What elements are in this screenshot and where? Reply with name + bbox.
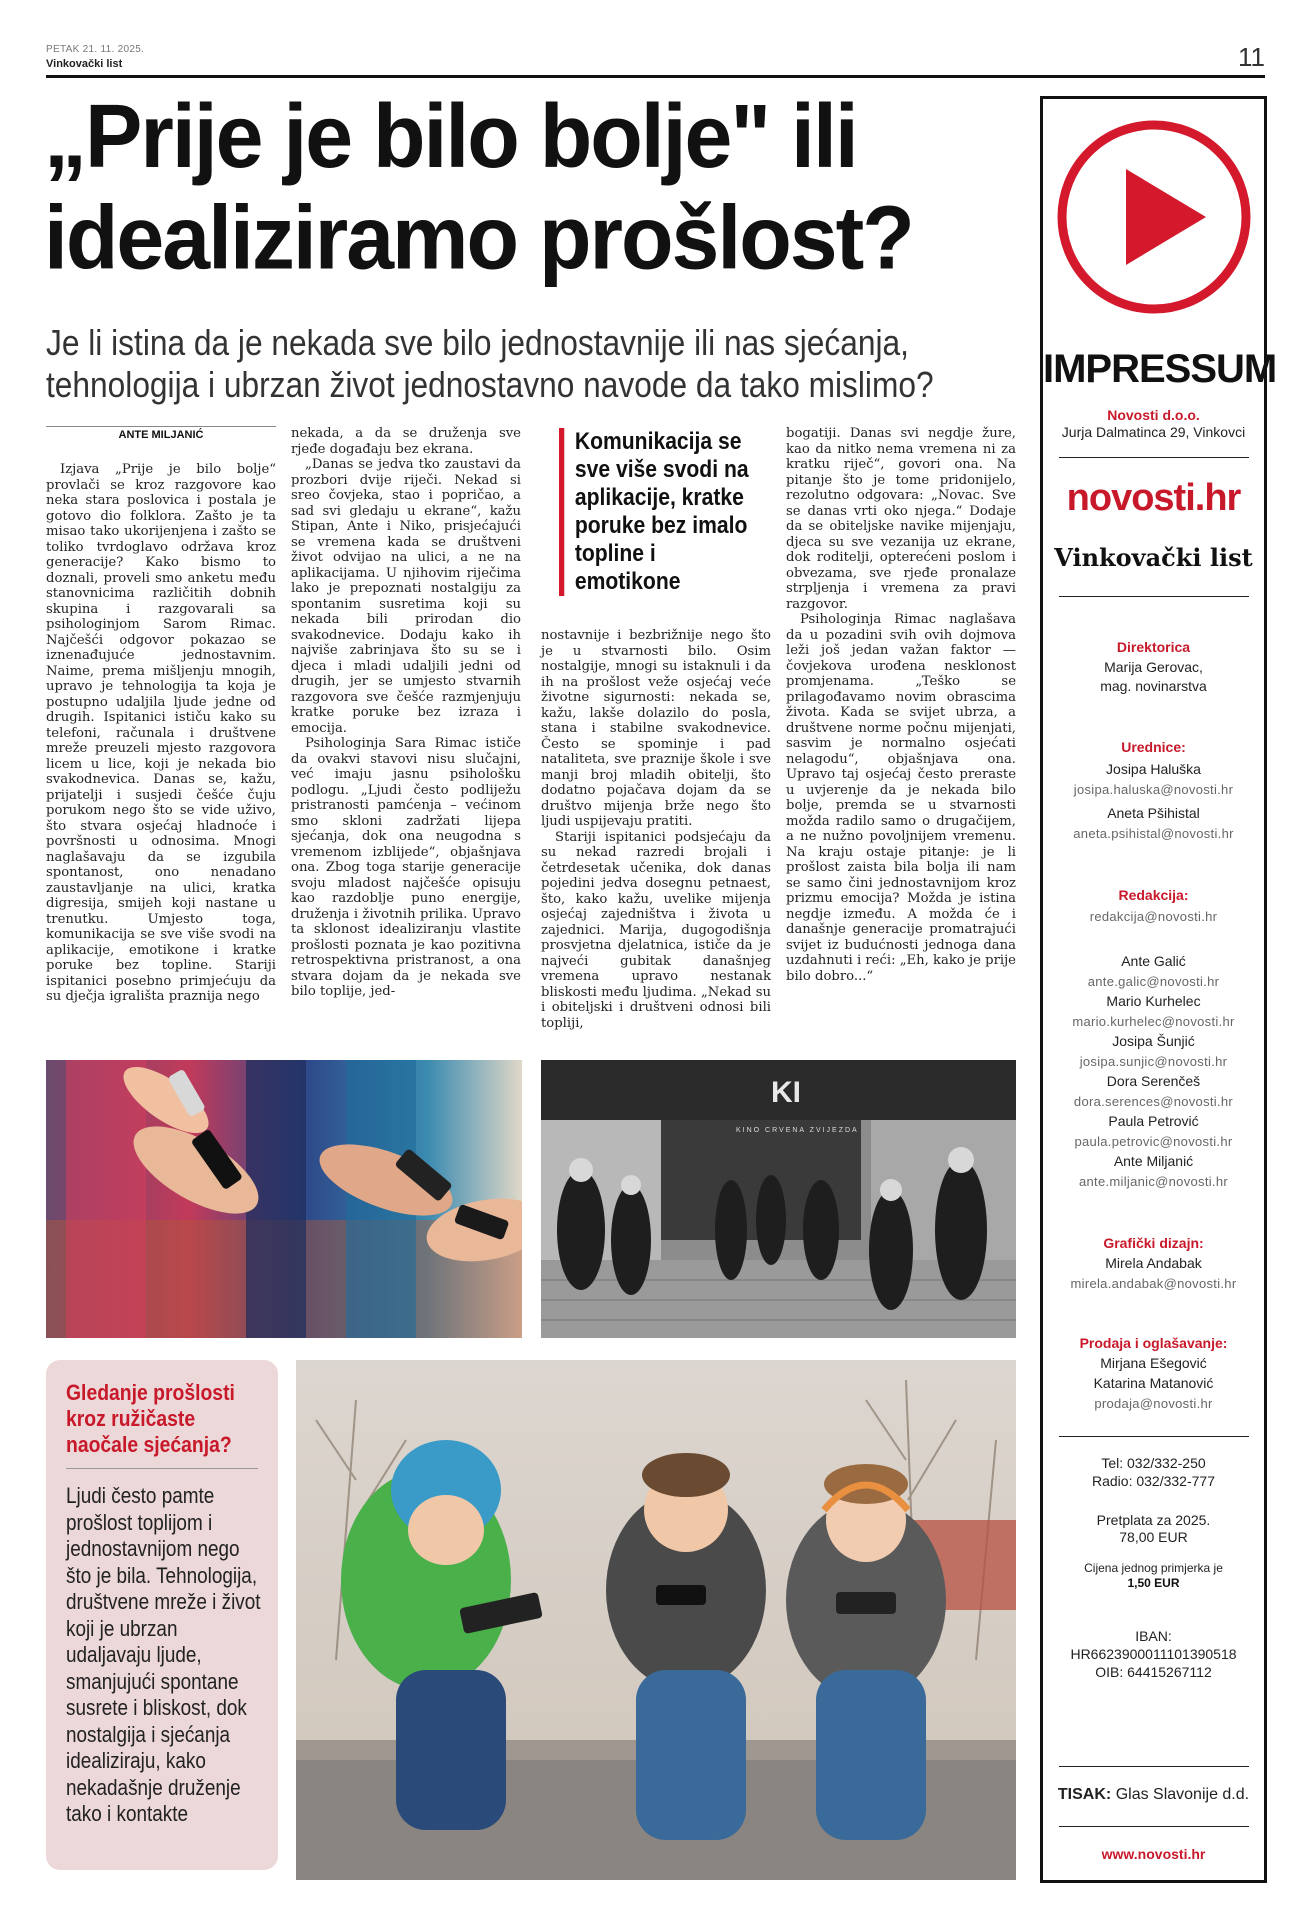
staff-email[interactable]: mario.kurhelec@novosti.hr xyxy=(1072,1014,1235,1029)
subscription-label: Pretplata za 2025. xyxy=(1096,1512,1211,1528)
sales-name: Katarina Matanović xyxy=(1093,1375,1214,1391)
staff-name: Josipa Šunjić xyxy=(1112,1033,1195,1049)
article-column-3 xyxy=(541,628,771,1031)
photo-phones xyxy=(46,1060,522,1338)
paragraph: Izjava „Prije je bilo bolje“ provlači se kroz razgovore kao neka stara poslovica i postala je gotovo dio folklora. Zašto je ta misao tako ukorijenjena i zašto se toliko tvrdoglavo održava kroz generacije? Kako bismo to doznali, proveli smo anketu među stanovnicima različitih dobnih skupina i razgovarali sa psihologinjom Sarom Rimac. Najčešći odgovor pokazao se iznenađujuće jednostavnim. Naime, prema mišljenju mnogih, upravo je tehnologija ta koja je postupno udaljila ljude jedne od drugih. Ispitanici ističu kako su telefoni, računala i društvene mreže preuzeli mjesto razgovora licem u lice, koji je nekada bio svakodnevica. Danas se, kažu, prijatelji i susjedi češće čuju porukom nego što se vide uživo, što stvara osjećaj hladnoće i površnosti u odnosima. Mnogi naglašavaju da se izgubila spontanost, ono nenadano zaustavljanje na ulici, kratka digresija, smijeh koji nastane u trenutku. Umjesto toga, komunikacija se sve više svodi na aplikacije, emotikone i kratke poruke bez topline. Stariji ispitanici posebno primjećuju da su dječja igrališta praznija nego xyxy=(46,462,276,1004)
website-link[interactable]: www.novosti.hr xyxy=(1101,1846,1206,1862)
byline: ANTE MILJANIĆ xyxy=(118,429,204,441)
cinema-image xyxy=(541,1060,1016,1338)
subscription-price: 78,00 EUR xyxy=(1119,1529,1188,1545)
copy-price: 1,50 EUR xyxy=(1127,1576,1180,1590)
editors-label: Urednice: xyxy=(1121,739,1186,755)
sidebar-box-rule xyxy=(66,1468,258,1469)
sales-name: Mirjana Ešegović xyxy=(1100,1355,1207,1371)
design-label: Grafički dizajn: xyxy=(1103,1235,1204,1251)
staff-email[interactable]: josipa.sunjic@novosti.hr xyxy=(1079,1054,1228,1069)
novosti-logo: novosti.hr xyxy=(1066,477,1241,519)
play-logo xyxy=(1043,117,1264,322)
design-name: Mirela Andabak xyxy=(1105,1255,1202,1271)
editor-name: Aneta Pšihistal xyxy=(1107,805,1200,821)
print-info xyxy=(1043,1786,1264,1804)
newsroom-email[interactable]: redakcija@novosti.hr xyxy=(1089,909,1218,924)
byline-rule xyxy=(46,426,276,427)
headline-line-1: „Prije je bilo bolje" ili xyxy=(44,86,857,187)
issue-date: PETAK 21. 11. 2025. xyxy=(46,44,145,55)
article-column-2 xyxy=(291,426,521,1000)
oib: OIB: 64415267112 xyxy=(1095,1664,1212,1680)
cinema-sign: KINO CRVENA ZVIJEZDA xyxy=(736,1127,859,1134)
cinema-letters: KI xyxy=(771,1076,801,1109)
headline-line-2: idealiziramo prošlost? xyxy=(44,188,913,289)
print-label: TISAK: xyxy=(1057,1786,1112,1803)
staff-name: Ante Miljanić xyxy=(1113,1153,1194,1169)
impressum-rule xyxy=(1059,1436,1249,1437)
phones-image xyxy=(46,1060,522,1338)
printer-name: Glas Slavonije d.d. xyxy=(1115,1786,1250,1803)
staff-name: Dora Serenčeš xyxy=(1106,1073,1201,1089)
staff-name: Mario Kurhelec xyxy=(1106,993,1201,1009)
paper-name: Vinkovački list xyxy=(46,58,123,70)
staff-email[interactable]: dora.serences@novosti.hr xyxy=(1073,1094,1234,1109)
subheadline-line-1: Je li istina da je nekada sve bilo jednostavnije ili nas sjećanja, xyxy=(46,322,909,363)
paragraph: nekada, a da se druženja sve rjeđe događaju bez ekrana. xyxy=(291,426,521,457)
headline xyxy=(44,86,1034,290)
director-title: mag. novinarstva xyxy=(1100,678,1207,694)
editor-email[interactable]: josipa.haluska@novosti.hr xyxy=(1073,782,1234,797)
sidebar-box-title: Gledanje prošlosti kroz ružičaste naočale sjećanja? xyxy=(66,1380,235,1457)
impressum-rule xyxy=(1059,1766,1249,1767)
staff-email[interactable]: paula.petrovic@novosti.hr xyxy=(1074,1134,1233,1149)
phone: Tel: 032/332-250 xyxy=(1101,1455,1206,1471)
paragraph: bogatiji. Danas svi negdje žure, kao da nitko nema vremena ni za kratku riječ“, govori ona. Na pitanje što je tome pridonijelo, rezolutno odgovara: „Novac. Sve se danas vrti oko njega.“ Dodaje da se obiteljske navike mijenjaju, djeca su sve vezanija uz ekrane, dok roditelji, opterećeni poslom i obvezama, sve rjeđe pronalaze strpljenja i vremena za pravi razgovor. xyxy=(786,426,1016,612)
paragraph: „Danas se jedva tko zaustavi da prozbori dvije riječi. Nekad si sreo čovjeka, stao i popričao, a sad svi gledaju u ekrane“, kažu Stipan, Ante i Niko, prisjećajući se vremena kada se društveni život odvijao na ulici, a ne na aplikacijama. U njihovim riječima lako je prepoznati nostalgiju za spontanim susretima koji su nekada bili prirodan dio svakodnevice. Dodaju kako ih najviše zabrinjava što su se i djeca i mladi udaljili jedni od drugih, jer se umjesto stvarnih razgovora sve češće razmjenjuju kratke poruke bez izraza i emocija. xyxy=(291,457,521,736)
director-name: Marija Gerovac, xyxy=(1104,659,1203,675)
paper-logo: Vinkovački list xyxy=(1054,543,1253,572)
staff-email[interactable]: ante.galic@novosti.hr xyxy=(1087,974,1220,989)
header-rule xyxy=(46,75,1265,78)
paragraph: nostavnije i bezbrižnije nego što je u stvarnosti bilo. Osim nostalgije, mnogi su istaknuli i da ih na prošlost veže osjećaj veće životne sigurnosti: nekada se, kažu, lakše dolazilo do posla, stana i stabilne svakodnevice. Često se spominje i pad nataliteta, sve praznije škole i sve manji broj mladih obitelji, što dodatno pojačava dojam da se društvo mijenja brže nego što ljudi uspijevaju pratiti. xyxy=(541,628,771,829)
paragraph: Psihologinja Sara Rimac ističe da ovakvi stavovi nisu slučajni, već imaju jasnu psihološku podlogu. „Ljudi često podliježu pristranosti pamćenja – većinom smo skloni zadržati lijepa sjećanja, dok ona neugodna s vremenom izblijede“, objašnjava ona. Zbog toga starije generacije svoju mladost najčešće opisuju kao razdoblje puno energije, druženja i životnih prilika. Upravo ta sklonost idealiziranju vlastite prošlosti poznata je kao pozitivna retrospektivna pristranost, a ona stvara dojam da je nekada sve bilo toplije, jed- xyxy=(291,736,521,999)
subheadline-line-2: tehnologija i ubrzan život jednostavno navode da tako mislimo? xyxy=(46,364,934,406)
photo-children xyxy=(296,1360,1016,1880)
impressum-rule xyxy=(1059,457,1249,458)
sidebar-box-text: Ljudi često pamte prošlost toplijom i jednostavnijom nego što je bila. Tehnologija, društvene mreže i život koji je ubrzan udaljavaju ljude, smanjujući spontane susrete i bliskost, dok nostalgija i sjećanja idealiziraju, kako nekadašnje druženje tako i kontakte xyxy=(66,1483,261,1826)
company-address: Jurja Dalmatinca 29, Vinkovci xyxy=(1061,424,1246,440)
sales-label: Prodaja i oglašavanje: xyxy=(1079,1335,1228,1351)
editor-email[interactable]: aneta.psihistal@novosti.hr xyxy=(1073,826,1234,841)
subheadline xyxy=(46,322,1040,407)
radio-phone: Radio: 032/332-777 xyxy=(1092,1473,1215,1489)
children-image xyxy=(296,1360,1016,1880)
iban-label: IBAN: xyxy=(1135,1628,1172,1644)
newsroom-label: Redakcija: xyxy=(1118,887,1189,903)
sidebar-box xyxy=(46,1360,278,1870)
editor-name: Josipa Haluška xyxy=(1106,761,1201,777)
impressum-title: IMPRESSUM xyxy=(1043,347,1277,391)
impressum-rule xyxy=(1059,1826,1249,1827)
director-label: Direktorica xyxy=(1116,639,1191,655)
article-column-4 xyxy=(786,426,1016,984)
design-email[interactable]: mirela.andabak@novosti.hr xyxy=(1070,1276,1237,1291)
staff-name: Paula Petrović xyxy=(1108,1113,1199,1129)
impressum-rule xyxy=(1059,596,1249,597)
page-number: 11 xyxy=(1238,42,1265,72)
company-name: Novosti d.o.o. xyxy=(1107,407,1200,423)
sales-email[interactable]: prodaja@novosti.hr xyxy=(1094,1396,1213,1411)
play-icon xyxy=(1054,117,1254,317)
staff-name: Ante Galić xyxy=(1121,953,1186,969)
paragraph: Stariji ispitanici podsjećaju da su nekad razredi brojali i četrdesetak učenika, dok danas pojedini jedva dosegnu petnaest, što, kako kažu, uvelike mijenja osjećaj zajedništva i života u zajednici. Marija, dugogodišnja prosvjetna djelatnica, ističe da je najveći gubitak današnjeg vremena upravo nestanak bliskosti među ljudima. „Nekad su i obiteljski i društveni odnosi bili topliji, xyxy=(541,829,771,1031)
staff-email[interactable]: ante.miljanic@novosti.hr xyxy=(1078,1174,1228,1189)
photo-cinema xyxy=(541,1060,1016,1338)
copy-price-label: Cijena jednog primjerka je xyxy=(1084,1561,1223,1575)
article-column-1 xyxy=(46,462,276,1005)
pull-quote: Komunikacija se sve više svodi na aplikacije, kratke poruke bez imalo topline i emotikone xyxy=(559,428,761,596)
iban: HR6623900011101390518 xyxy=(1070,1646,1237,1662)
paragraph: Psihologinja Rimac naglašava da u pozadini svih ovih dojmova leži još jedan važan faktor — čovjekova urođena nesklonost promjenama. „Teško se prilagođavamo novim obrascima života. Kada se svijet ubrza, a društvene norme počnu mijenjati, sasvim je normalno osjećati nelagodu“, objašnjava ona. Upravo taj osjećaj često preraste u uvjerenje da je nekada bilo bolje, premda se u stvarnosti možda radilo samo o drugačijem, a ne nužno povoljnijem vremenu. Na kraju ostaje pitanje: je li prošlost zaista bila bolja ili nam se samo čini jednostavnijom kroz prizmu emocija? Možda je istina negdje između. A možda će i današnje generacije promatrajući svijet iz budućnosti jednoga dana uzdahnuti i reći: „Eh, kako je prije bilo dobro...“ xyxy=(786,612,1016,984)
impressum-box xyxy=(1040,96,1277,1883)
